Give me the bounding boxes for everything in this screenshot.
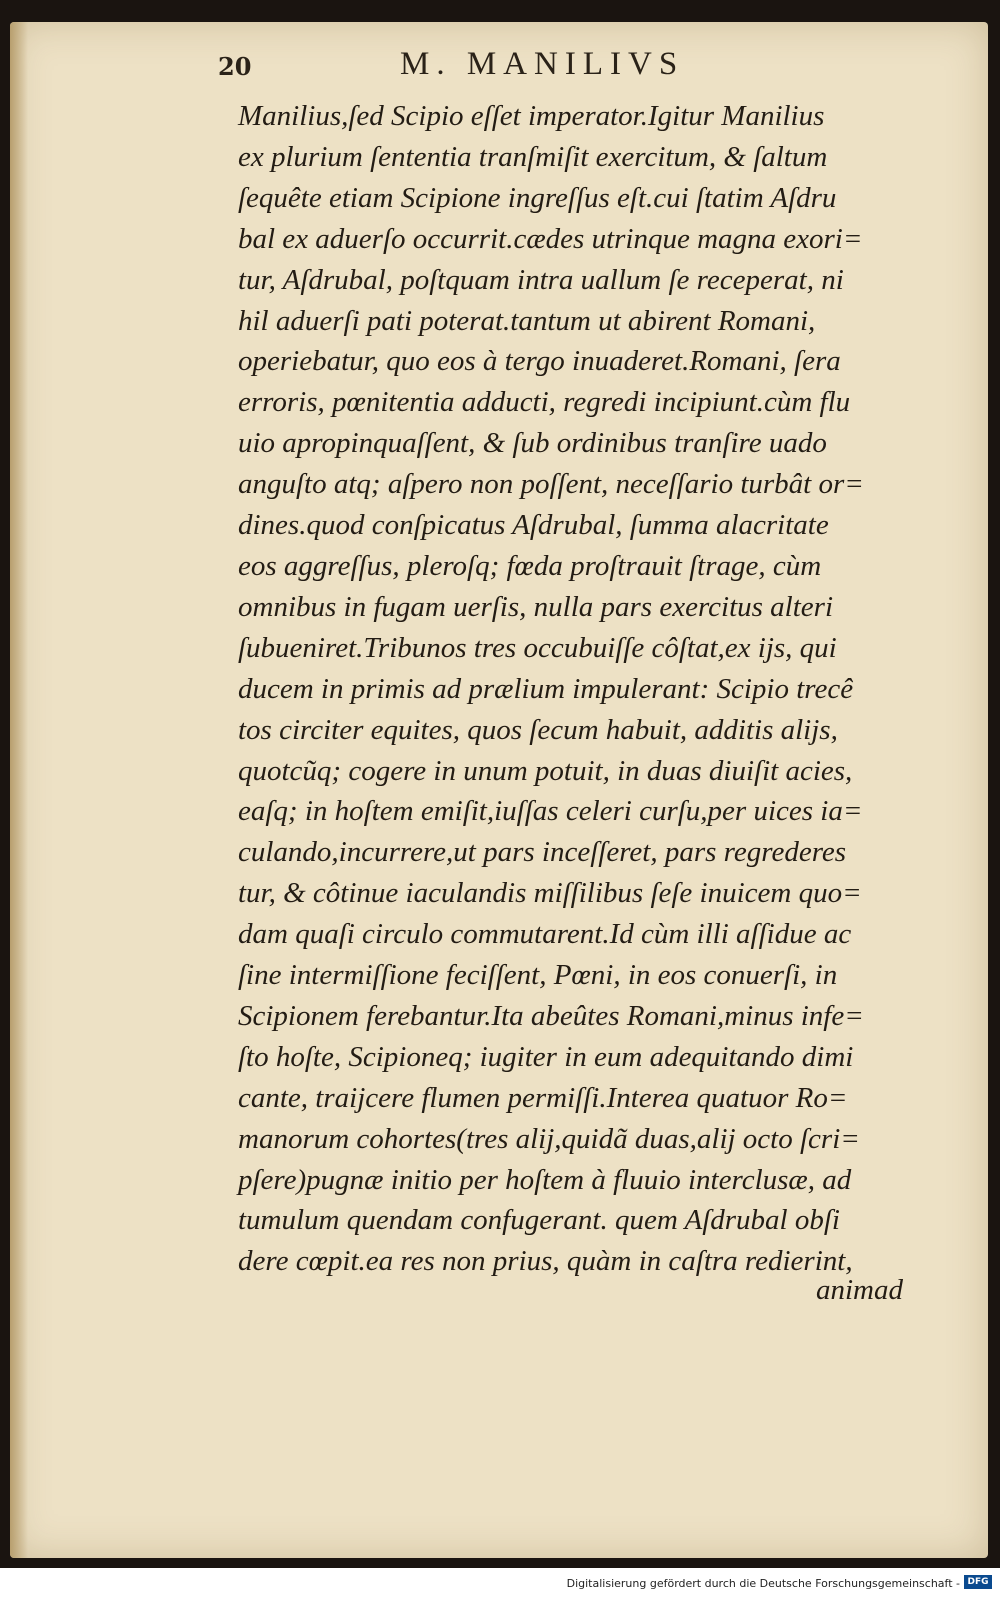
- text-line: ſto hoſte, Scipioneq; iugiter in eum adequitando dimi: [238, 1040, 854, 1073]
- text-line: dere cœpit.ea res non prius, quàm in caſtra redierint,: [238, 1245, 853, 1278]
- text-line: ſine intermiſſione feciſſent, Pœni, in eos conuerſi, in: [238, 959, 838, 992]
- text-line: tur, Aſdrubal, poſtquam intra uallum ſe receperat, ni: [238, 263, 844, 296]
- dfg-logo: DFG: [964, 1575, 992, 1589]
- page-gutter: [10, 22, 28, 1558]
- text-line: Manilius,ſed Scipio eſſet imperator.Igitur Manilius: [238, 100, 825, 132]
- text-line: ſubueniret.Tribunos tres occubuiſſe côſtat,ex ijs, qui: [238, 631, 837, 664]
- body-text: [238, 96, 928, 1282]
- catchword: animad: [816, 1274, 903, 1306]
- text-line: eaſq; in hoſtem emiſit,iuſſas celeri curſu,per uices ia=: [238, 795, 863, 828]
- text-line: operiebatur, quo eos à tergo inuaderet.Romani, ſera: [238, 345, 841, 378]
- text-line: quotcũq; cogere in unum potuit, in duas diuiſit acies,: [238, 754, 853, 787]
- text-line: pſere)pugnæ initio per hoſtem à fluuio interclusæ, ad: [238, 1163, 852, 1196]
- text-line: dam quaſi circulo commutarent.Id cùm illi aſſidue ac: [238, 918, 852, 951]
- text-line: anguſto atq; aſpero non poſſent, neceſſario turbât or=: [238, 468, 864, 501]
- text-line: bal ex aduerſo occurrit.cædes utrinque magna exori=: [238, 222, 863, 255]
- text-line: tumulum quendam confugerant. quem Aſdrubal obſi: [238, 1204, 840, 1237]
- digitization-credit: Digitalisierung gefördert durch die Deutsche Forschungsgemeinschaft -: [566, 1577, 960, 1590]
- text-line: hil aduerſi pati poterat.tantum ut abirent Romani,: [238, 304, 816, 337]
- text-line: omnibus in fugam uerſis, nulla pars exercitus alteri: [238, 590, 834, 623]
- text-line: erroris, pœnitentia adducti, regredi incipiunt.cùm flu: [238, 386, 851, 419]
- text-line: Scipionem ferebantur.Ita abeûtes Romani,minus infe=: [238, 999, 864, 1032]
- text-line: tur, & côtinue iaculandis miſſilibus ſeſe inuicem quo=: [238, 877, 862, 910]
- text-line: ex plurium ſententia tranſmiſit exercitum, & ſaltum: [238, 140, 828, 173]
- text-line: manorum cohortes(tres alij,quidã duas,alij octo ſcri=: [238, 1122, 860, 1155]
- text-line: eos aggreſſus, pleroſq; fœda proſtrauit ſtrage, cùm: [238, 549, 822, 582]
- text-line: uio apropinquaſſent, & ſub ordinibus tranſire uado: [238, 427, 827, 460]
- text-line: cante, traijcere flumen permiſſi.Interea quatuor Ro=: [238, 1081, 848, 1114]
- text-line: dines.quod conſpicatus Aſdrubal, ſumma alacritate: [238, 509, 829, 542]
- text-line: ducem in primis ad prælium impulerant: Scipio trecê: [238, 672, 854, 705]
- page-number: 20: [218, 52, 252, 81]
- text-line: culando,incurrere,ut pars inceſſeret, pars regrederes: [238, 836, 847, 869]
- running-head: M. MANILIVS: [400, 46, 685, 82]
- text-line: ſequête etiam Scipione ingreſſus eſt.cui ſtatim Aſdru: [238, 181, 837, 214]
- text-line: tos circiter equites, quos ſecum habuit, additis alijs,: [238, 713, 838, 746]
